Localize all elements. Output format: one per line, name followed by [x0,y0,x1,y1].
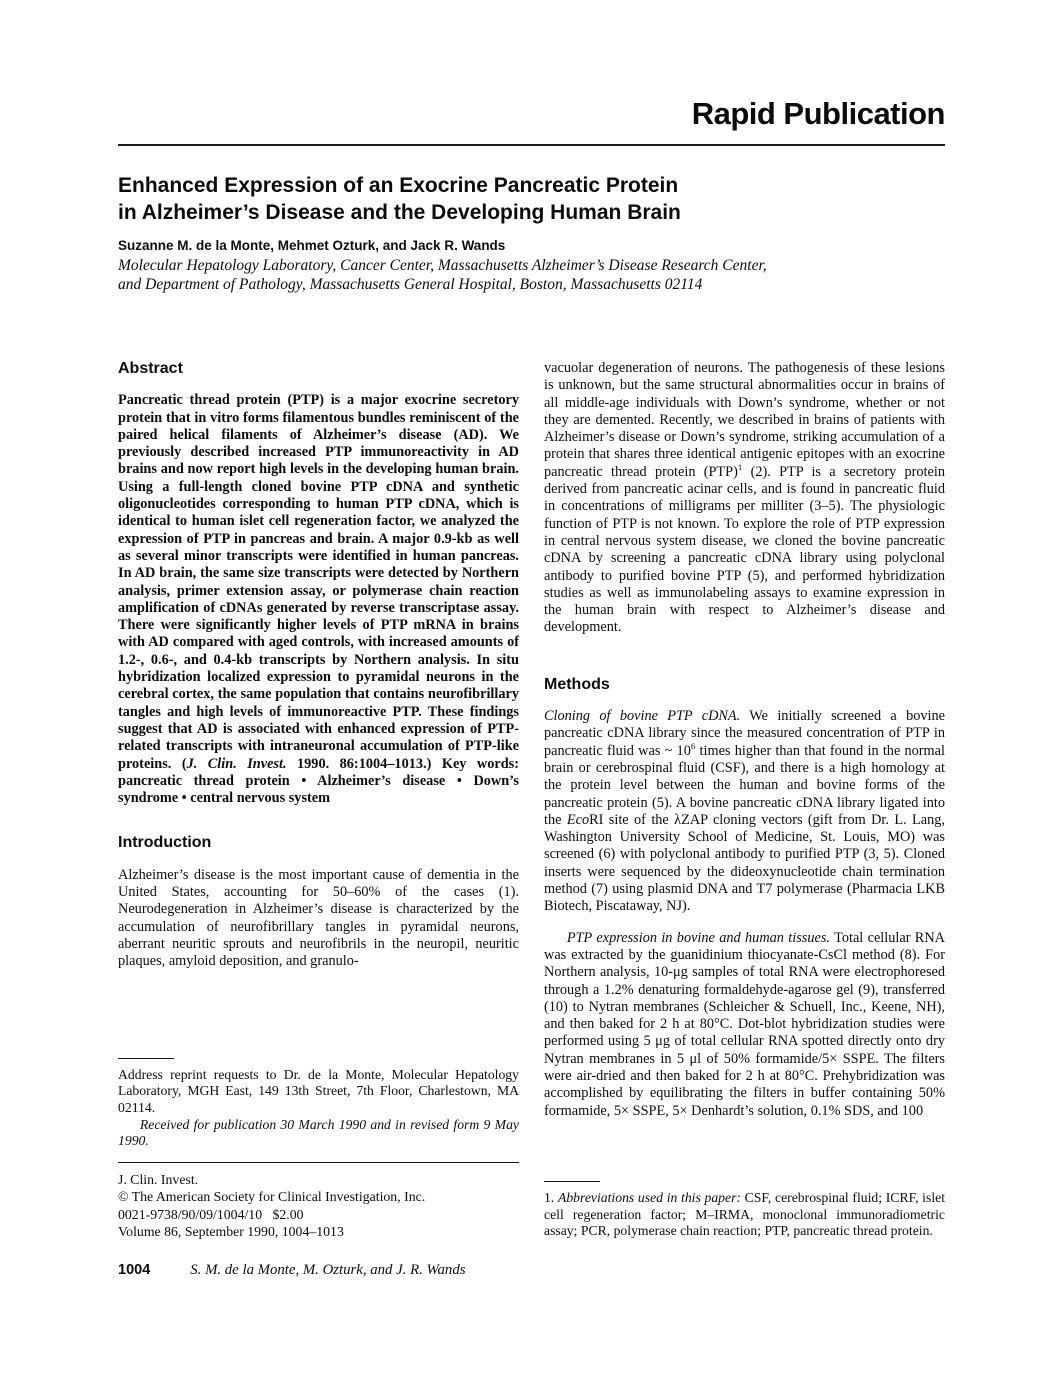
footnote-separator-rule [118,1058,174,1059]
header-rule [118,144,945,146]
left-column [118,360,519,1240]
left-footnote-block [118,1058,519,1240]
received-dates-footnote: Received for publication 30 March 1990 and in revised form 9 May 1990. [118,1116,519,1149]
introduction-paragraph: Alzheimer’s disease is the most important cause of dementia in the United States, accounting for 50–60% of the cases (1). Neurodegeneration in Alzheimer’s disease is characterized by the accumulation of neurofibrillary tangles in pyramidal neurons, aberrant neuritic sprouts and neurofibrils in the neuropil, neuritic plaques, amyloid deposition, and granulo- [118,866,519,970]
methods-heading: Methods [544,675,610,693]
right-footnote-block [544,1181,945,1240]
page-footer [118,1262,945,1279]
article-title-line2: in Alzheimer’s Disease and the Developing Human Brain [118,201,681,224]
page-number: 1004 [118,1262,151,1278]
journal-imprint-name: J. Clin. Invest. [118,1172,199,1188]
article-title [118,172,945,226]
reprint-address-footnote: Address reprint requests to Dr. de la Monte, Molecular Hepatology Laboratory, MGH East, 149 13th Street, 7th Floor, Charlestown, MA 02114. [118,1066,519,1116]
footnote-separator-rule [544,1181,600,1182]
article-type-banner: Rapid Publication [691,96,945,131]
running-authors: S. M. de la Monte, M. Ozturk, and J. R. Wands [190,1262,466,1278]
abstract-paragraph: Pancreatic thread protein (PTP) is a major exocrine secretory protein that in vitro forms filamentous bundles reminiscent of the paired helical filaments of Alzheimer’s disease (AD). We previously described increased PTP immunoreactivity in AD brains and now report high levels in the developing human brain. Using a full-length cloned bovine PTP cDNA and synthetic oligonucleotides corresponding to human PTP cDNA, which is identical to human islet cell regeneration factor, we analyzed the expression of PTP in pancreas and brain. A major 0.9-kb as well as several minor transcripts were identified in human pancreas. In AD brain, the same size transcripts were detected by Northern analysis, primer extension assay, or polymerase chain reaction amplification of cDNAs generated by reverse transcriptase assay. There were significantly higher levels of PTP mRNA in brains with AD compared with aged controls, with increased amounts of 1.2-, 0.6-, and 0.4-kb transcripts by Northern analysis. In situ hybridization localized expression to pyramidal neurons in the cerebral cortex, the same population that contains neurofibrillary tangles and high levels of immunoreactive PTP. These findings suggest that AD is associated with enhanced expression of PTP-related transcripts with intraneuronal accumulation of PTP-like proteins. (J. Clin. Invest. 1990. 86:1004–1013.) Key words: pancreatic thread protein • Alzheimer’s disease • Down’s syndrome • central nervous system [118,392,519,807]
affiliation-line2: and Department of Pathology, Massachusetts General Hospital, Boston, Massachusetts 02114 [118,275,703,293]
two-column-body [118,360,945,1240]
introduction-heading: Introduction [118,834,212,852]
journal-imprint-copyright: © The American Society for Clinical Investigation, Inc. [118,1189,426,1205]
article-title-line1: Enhanced Expression of an Exocrine Pancreatic Protein [118,174,679,197]
affiliation [118,257,945,294]
abstract-heading: Abstract [118,360,183,377]
imprint-separator-rule [118,1162,519,1163]
abbreviations-footnote: 1. Abbreviations used in this paper: CSF, cerebrospinal fluid; ICRF, islet cell regeneration factor; M–IRMA, monoclonal immunoradiometric assay; PCR, polymerase chain reaction; PTP, pancreatic thread protein. [544,1189,945,1239]
journal-imprint-volume: Volume 86, September 1990, 1004–1013 [118,1223,344,1239]
affiliation-line1: Molecular Hepatology Laboratory, Cancer Center, Massachusetts Alzheimer’s Disease Research Center, [118,257,767,274]
methods-paragraph-expression: PTP expression in bovine and human tissues. Total cellular RNA was extracted by the guanidinium thiocyanate-CsCl method (8). For Northern analysis, 10-μg samples of total RNA were electrophoresed through a 1.2% denaturing formaldehyde-agarose gel (9), transferred (10) to Nytran membranes (Schleicher & Schuell, Inc., Keene, NH), and then baked for 2 h at 80°C. Dot-blot hybridization studies were performed using 5 μg of total cellular RNA spotted directly onto dry Nytran membranes in 5 μl of 50% formamide/5× SSPE. The filters were air-dried and then baked for 2 h at 80°C. Prehybridization was accomplished by equilibrating the filters in buffer containing 50% formamide, 5× SSPE, 5× Denhardt’s solution, 0.1% SDS, and 100 [544,929,945,1119]
right-column [544,360,945,1240]
methods-paragraph-cloning: Cloning of bovine PTP cDNA. We initially screened a bovine pancreatic cDNA library since the measured concentration of PTP in pancreatic fluid was ~ $10^6$ times higher than that found in the normal brain or cerebrospinal fluid (CSF), and there is a high homology at the protein level between the human and bovine forms of the pancreatic protein (5). A bovine pancreatic cDNA library ligated into the EcoRI site of the λZAP cloning vectors (gift from Dr. L. Lang, Washington University School of Medicine, St. Louis, MO) was screened (6) with polyclonal antibody to purified PTP (3, 5). Cloned inserts were sequenced by the dideoxynucleotide chain termination method (7) using plasmid DNA and T7 polymerase (Pharmacia LKB Biotech, Piscataway, NJ). [544,708,946,915]
author-line: Suzanne M. de la Monte, Mehmet Ozturk, and Jack R. Wands [118,238,506,253]
body-paragraph: vacuolar degeneration of neurons. The pathogenesis of these lesions is unknown, but the same structural abnormalities occur in brains of all middle-age individuals with Down’s syndrome, whether or not they are demented. Recently, we described in brains of patients with Alzheimer’s disease or Down’s syndrome, striking accumulation of a protein that shares three identical antigenic epitopes with an exocrine pancreatic thread protein (PTP)$^1$ (2). PTP is a secretory protein derived from pancreatic acinar cells, and is found in pancreatic fluid in concentrations of milligrams per milliter (3–5). The physiologic function of PTP is not known. To explore the role of PTP expression in central nervous system disease, we cloned the bovine pancreatic cDNA by screening a pancreatic cDNA library using polyclonal antibody to purified bovine PTP (5), and performed hybridization studies as well as immunolabeling assays to examine expression in the human brain with respect to Alzheimer’s disease and development. [544,360,945,636]
journal-imprint-code: 0021-9738/90/09/1004/10 $2.00 [118,1206,304,1222]
